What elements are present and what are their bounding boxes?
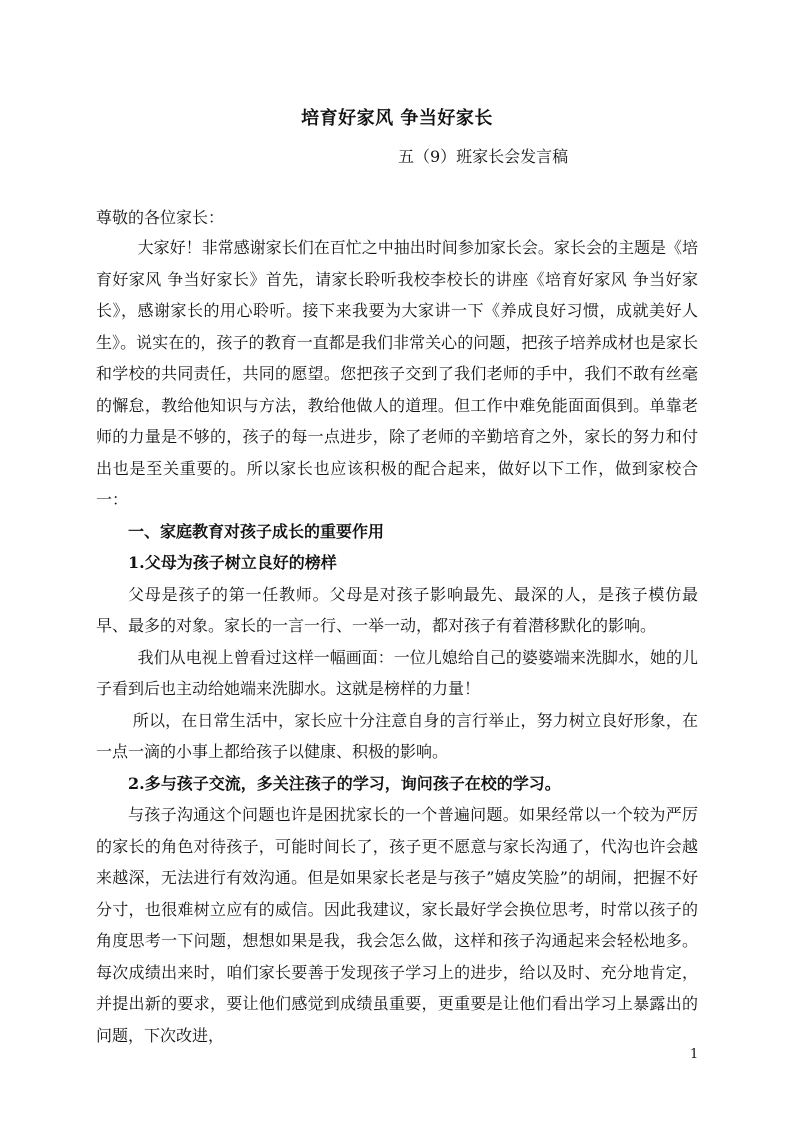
paragraph-4: 与孩子沟通这个问题也许是困扰家长的一个普遍问题。如果经常以一个较为严厉的家长的角色对待孩子，可能时间长了，孩子更不愿意与家长沟通了，代沟也许会越来越深，无法进行有效沟通。但是如果家长老是与孩子”嬉皮笑脸”的胡闹，把握不好分寸，也很难树立应有的威信。因此我建议，家长最好学会换位思考，时常以孩子的角度思考一下问题，想想如果是我，我会怎么做，这样和孩子沟通起来会轻松地多。每次成绩出来时，咱们家长要善于发现孩子学习上的进步，给以及时、充分地肯定，并提出新的要求，要让他们感觉到成绩虽重要，更重要是让他们看出学习上暴露出的问题，下次改进， (96, 805, 698, 1045)
subsection-heading-1-1: 1.父母为孩子树立良好的榜样 (128, 553, 337, 572)
salutation: 尊敬的各位家长： (96, 208, 225, 227)
document-subtitle: 五（9）班家长会发言稿 (398, 147, 569, 166)
document-title: 培育好家风 争当好家长 (301, 108, 493, 129)
page-number: 1 (690, 1047, 699, 1062)
document-body (96, 232, 698, 1051)
paragraph-1: 父母是孩子的第一任教师。父母是对孩子影响最先、最深的人，是孩子模仿最早、最多的对象。家长的一言一行、一举一动，都对孩子有着潜移默化的影响。 (96, 584, 698, 635)
paragraph-3: 所以，在日常生活中，家长应十分注意自身的言行举止，努力树立良好形象，在一点一滴的小事上都给孩子以健康、积极的影响。 (96, 710, 698, 761)
paragraph-2: 我们从电视上曾看过这样一幅画面：一位儿媳给自己的婆婆端来洗脚水，她的儿子看到后也主动给她端来洗脚水。这就是榜样的力量！ (96, 647, 698, 698)
paragraph-intro: 大家好！非常感谢家长们在百忙之中抽出时间参加家长会。家长会的主题是《培育好家风 争当好家长》首先，请家长聆听我校李校长的讲座《培育好家风 争当好家长》，感谢家长的用心聆听。接下来我要为大家讲一下《养成良好习惯，成就美好人生》。说实在的，孩子的教育一直都是我们非常关心的问题，把孩子培养成材也是家长和学校的共同责任，共同的愿望。您把孩子交到了我们老师的手中，我们不敢有丝毫的懈怠，教给他知识与方法，教给他做人的道理。但工作中难免能面面俱到。单靠老师的力量是不够的，孩子的每一点进步，除了老师的辛勤培育之外，家长的努力和付出也是至关重要的。所以家长也应该积极的配合起来，做好以下工作，做到家校合一： (96, 238, 698, 509)
subsection-heading-1-2: 2.多与孩子交流，多关注孩子的学习，询问孩子在校的学习。 (128, 773, 561, 793)
section-heading-1: 一、家庭教育对孩子成长的重要作用 (128, 521, 385, 541)
